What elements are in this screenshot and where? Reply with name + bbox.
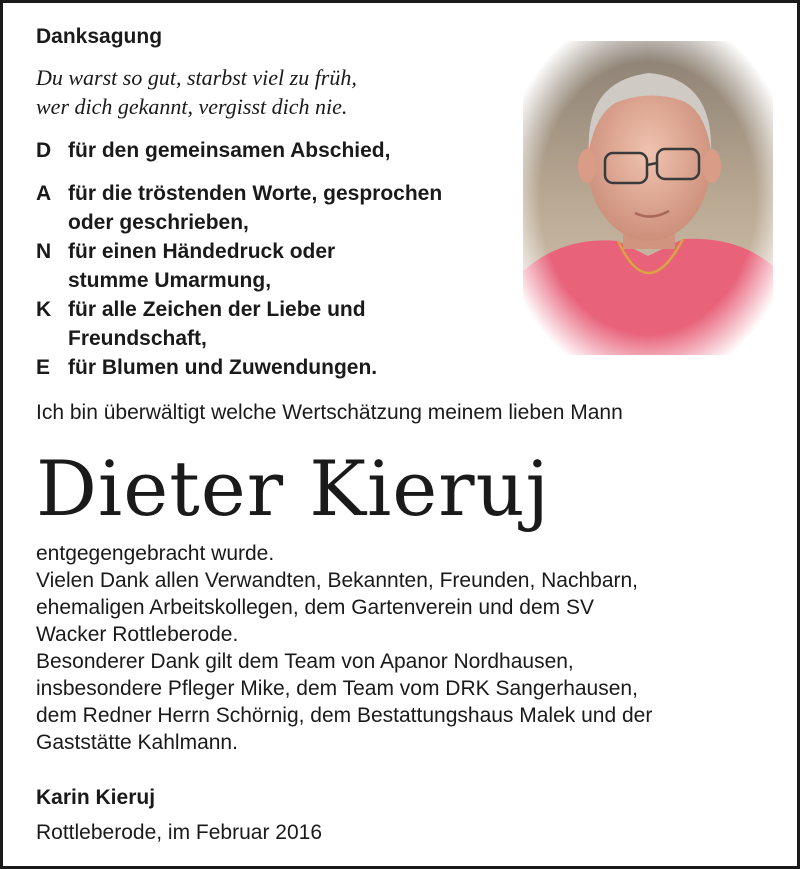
acrostic-letter: N	[36, 240, 52, 263]
acrostic-line: stumme Umarmung,	[68, 269, 272, 292]
poem	[36, 63, 357, 121]
acrostic-text	[68, 295, 496, 353]
acrostic-text	[68, 353, 496, 382]
acrostic-line: für den gemeinsamen Abschied,	[68, 139, 391, 162]
portrait-photo	[523, 41, 773, 355]
acrostic-text	[68, 136, 496, 165]
acrostic-line: Freundschaft,	[68, 327, 207, 350]
acrostic-line: für Blumen und Zuwendungen.	[68, 356, 378, 379]
text-line: entgegengebracht wurde.	[36, 542, 275, 565]
text-line: Vielen Dank allen Verwandten, Bekannten, Freunden, Nachbarn,	[36, 569, 639, 592]
signature: Karin Kieruj	[36, 786, 156, 809]
photo-vignette	[523, 41, 773, 355]
acrostic-letter: A	[36, 182, 52, 205]
acrostic-list	[36, 136, 496, 382]
poem-line: wer dich gekannt, vergisst dich nie.	[36, 94, 348, 119]
text-line: Gaststätte Kahlmann.	[36, 731, 238, 754]
acrostic-text	[68, 237, 496, 295]
acrostic-text	[68, 179, 496, 237]
acrostic-letter: K	[36, 298, 52, 321]
acrostic-row	[36, 136, 496, 165]
text-line: Besonderer Dank gilt dem Team von Apanor Nordhausen,	[36, 650, 574, 673]
acrostic-row	[36, 179, 496, 237]
acrostic-row	[36, 295, 496, 353]
acrostic-letter: E	[36, 356, 51, 379]
text-line: dem Redner Herrn Schörnig, dem Bestattungshaus Malek und der	[36, 704, 653, 727]
acrostic-line: für die tröstenden Worte, gesprochen	[68, 182, 443, 205]
text-line: ehemaligen Arbeitskollegen, dem Gartenverein und dem SV	[36, 596, 594, 619]
text-line: Wacker Rottleberode.	[36, 623, 239, 646]
heading: Danksagung	[36, 25, 163, 48]
acrostic-letter: D	[36, 139, 52, 162]
acrostic-line: für alle Zeichen der Liebe und	[68, 298, 366, 321]
intro-text: Ich bin überwältigt welche Wertschätzung meinem lieben Mann	[36, 401, 623, 424]
thank-you-text	[36, 540, 791, 756]
deceased-name: Dieter Kieruj	[36, 444, 551, 533]
poem-line: Du warst so gut, starbst viel zu früh,	[36, 65, 357, 90]
acrostic-row	[36, 353, 496, 382]
acrostic-line: oder geschrieben,	[68, 211, 249, 234]
acrostic-line: für einen Händedruck oder	[68, 240, 336, 263]
place-date: Rottleberode, im Februar 2016	[36, 821, 322, 844]
acrostic-row	[36, 237, 496, 295]
text-line: insbesondere Pfleger Mike, dem Team vom DRK Sangerhausen,	[36, 677, 638, 700]
